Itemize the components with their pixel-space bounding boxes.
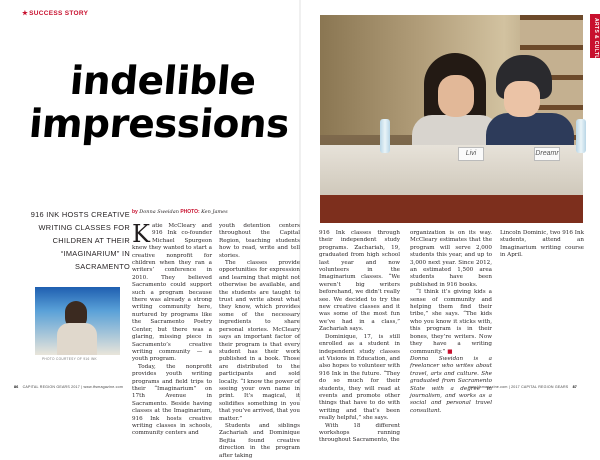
inset-photo-credit: PHOTO COURTESY OF 916 INK — [42, 357, 97, 361]
body-paragraph: youth detention centers throughout the Capital Region, teaching students how to read, write and tell stories. — [219, 223, 300, 259]
section-tag-label: SUCCESS STORY — [29, 10, 89, 17]
article-deck — [18, 208, 130, 273]
body-paragraph: Today, the nonprofit provides youth writing programs and field trips to their “Imaginarium” on 17th Avenue in Sacramento. Beside having classes at the Imaginarium, 916 Ink hosts creative writing classes in schools, community centers and — [132, 363, 212, 437]
photo-student-left-face — [438, 75, 474, 117]
page-number-left: 86 — [14, 385, 19, 389]
photo-floor — [320, 195, 583, 223]
deck-line: 916 INK HOSTS CREATIVE — [30, 210, 130, 219]
section-tag — [22, 9, 88, 17]
footer-left — [11, 385, 123, 389]
footer-right-text: www.tfsmagazine.com | 2017 CAPITAL REGION GEARS — [468, 385, 569, 389]
end-mark-icon: ■ — [447, 348, 453, 355]
author-bio: Donna Sweidan is a freelancer who writes about travel, arts and culture. She graduated from Sacramento State with a degree in journalism, and works as a social and personal travel consultant. — [410, 355, 492, 414]
body-paragraph — [410, 289, 492, 356]
deck-line: “IMAGINARIUM” IN — [60, 249, 130, 258]
photo-nametag: Dreamr — [534, 147, 560, 161]
body-column-2 — [219, 223, 300, 459]
side-tab-label: ARTS & CULTURE — [593, 18, 599, 68]
byline-photographer: Ken James — [201, 209, 228, 215]
body-column-1 — [132, 220, 212, 437]
byline-photo-label: PHOTO: — [180, 209, 200, 215]
body-paragraph: organization is on its way. McCleary estimates that the program will serve 2,000 students this year, and up to 3,000 next year. Since 2012, an estimated 1,500 area students have been published in 916 books. — [410, 230, 492, 288]
title-line-2: impressions — [27, 102, 291, 147]
footer-right — [468, 385, 580, 389]
body-paragraph: Students and siblings Zachariah and Dominique Bejtia found creative direction in the program after taking — [219, 422, 300, 459]
byline-author: Donna Sweidan — [139, 209, 179, 215]
title-line-1: indelible — [68, 59, 258, 104]
inset-photo-subject-body — [57, 323, 97, 355]
body-paragraph: With 18 different workshops running throughout Sacramento, the — [319, 422, 400, 444]
inset-photo — [35, 287, 120, 355]
byline-by: by — [132, 209, 138, 215]
body-paragraph: atie McCleary and 916 Ink co-founder Michael Spurgeon knew they wanted to start a creative nonprofit for children when they ran a writers’ conference in 2010. They believed Sacramento could support such a program because there was already a strong writing community here, nurtured by programs like the Sacramento Poetry Center, but there was a glaring, missing piece in Sacramento’s creative writing community — a youth program. — [132, 223, 212, 363]
footer-left-text: CAPITAL REGION GEARS 2017 | www.tfsmagazine.com — [22, 385, 124, 389]
body-paragraph: Dominique, 17, is still enrolled as a student in independent study classes at Visions in Education, and also hopes to volunteer with 916 Ink in the future. “They do so much for their students, they will read at events and promote other things that have to do with writing and that’s been really helpful,” she says. — [319, 333, 400, 422]
star-icon: ★ — [22, 10, 29, 17]
photo-water-bottle — [576, 119, 586, 153]
article-title — [16, 60, 306, 146]
body-column-3 — [319, 230, 400, 444]
photo-student-right-face — [504, 81, 540, 117]
photo-caption — [500, 230, 584, 270]
page-number-right: 87 — [572, 385, 578, 389]
body-column-4 — [410, 230, 492, 414]
hero-photo — [320, 15, 583, 223]
byline — [132, 209, 228, 215]
body-paragraph: The classes provide opportunities for expression and learning that might not otherwise be available, and the students are taught to trust and write about what they know, which provides some of the necessary ingredients to share personal stories. McCleary says an important factor of their program is that every student has their work published in a book. Those are distributed to the participants and sold locally. “I know the power of seeing your own name in print. It’s magical, it solidifies something in you that you’ve arrived, that you matter.” — [219, 260, 300, 422]
deck-line: WRITING CLASSES FOR — [38, 223, 130, 232]
photo-caption-text: Lincoln Dominic, two 916 Ink students, attend an Imaginarium writing course in April. — [500, 230, 584, 259]
body-paragraph: 916 Ink classes through their independent study programs. Zachariah, 19, graduated from high school last year and now volunteers in the Imaginarium classes. “We weren’t big writers beforehand, we didn’t really see. We decided to try the new creative classes and it was some of the most fun we’ve had in a class,” Zachariah says. — [319, 230, 400, 333]
photo-water-bottle — [380, 119, 390, 153]
section-side-tab — [590, 14, 600, 68]
photo-nametag: Livi — [458, 147, 484, 161]
body-paragraph-text: “I think it’s giving kids a sense of community and helping them find their tribe,” she says. “The kids who you know it sticks with, this program is in their bones, they’re writers. Now they have a writing community.” — [410, 289, 492, 355]
deck-line: SACRAMENTO — [74, 262, 130, 271]
deck-line: CHILDREN AT THEIR — [52, 236, 130, 245]
drop-cap: K — [132, 220, 150, 248]
